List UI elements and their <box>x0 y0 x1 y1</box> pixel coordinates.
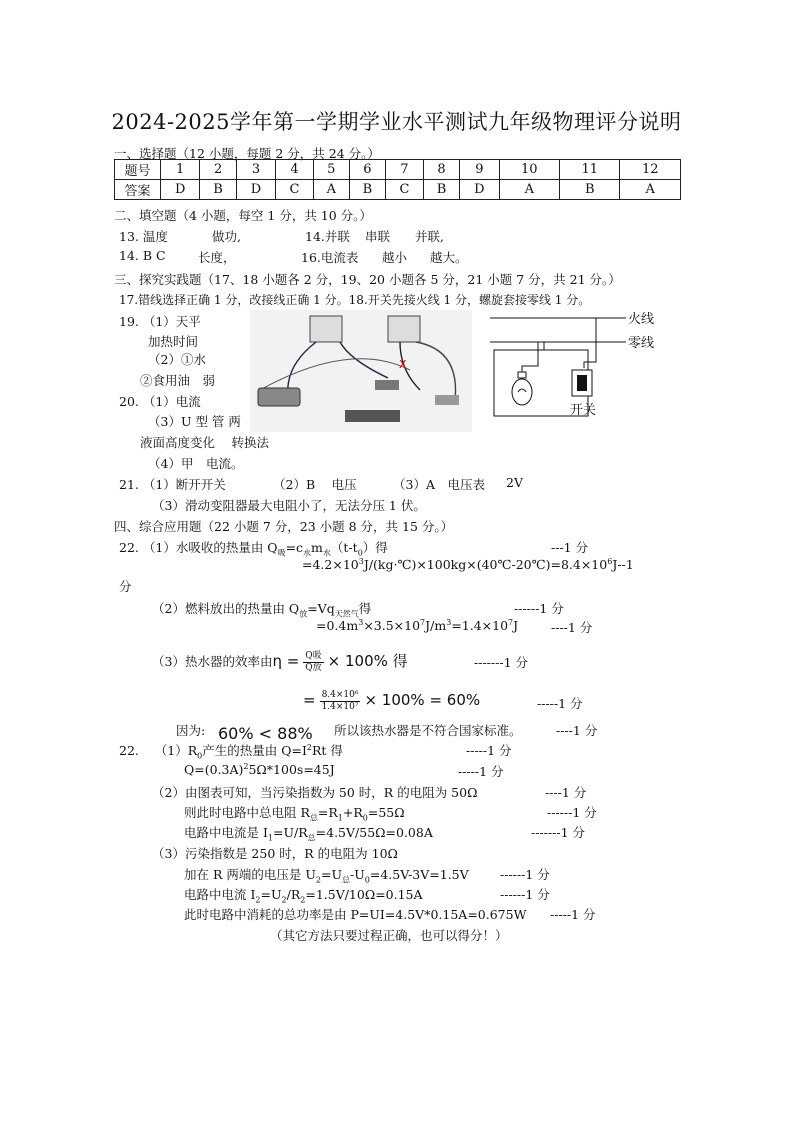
q14-answer-c: 并联, <box>415 229 444 244</box>
q23-2b-score: ------1 分 <box>547 805 597 820</box>
q22-3b-score: -----1 分 <box>537 696 583 711</box>
lamp-wire <box>522 342 538 372</box>
wiring-diagram <box>488 312 668 422</box>
table-cell: 10 <box>499 160 559 180</box>
q21-1: 21. （1）断开开关 <box>119 477 226 492</box>
q23-3a: （3）污染指数是 250 时，R 的电阻为 10Ω <box>152 846 398 861</box>
q14-answer-b: 串联 <box>365 229 391 244</box>
switch-icon <box>435 395 459 405</box>
table-cell: A <box>499 180 559 200</box>
table-cell: 8 <box>423 160 459 180</box>
q23-1a: 22. $(1)R_0$产生的热量由 $Q=I^2Rt$ 得 <box>119 742 343 761</box>
switch-toggle-icon <box>577 375 587 391</box>
q19-2b: ②食用油 弱 <box>140 373 216 388</box>
q23-1a-score: -----1 分 <box>466 743 512 758</box>
q22-3c-math: 60% < 88% <box>218 724 313 743</box>
section3-heading: 三、探究实践题（17、18 小题各 2 分，19、20 小题各 5 分，21 小题 7 分，共 21 分。） <box>114 272 621 287</box>
section2-heading: 二、填空题（4 小题，每空 1 分，共 10 分。） <box>114 208 372 223</box>
section1-heading: 一、选择题（12 小题，每题 2 分，共 24 分。） <box>114 146 380 161</box>
q23-3b-score: ------1 分 <box>500 867 550 882</box>
q13-answer-b: 做功, <box>212 229 241 244</box>
q22-2b-score: ----1 分 <box>551 620 593 635</box>
table-cell: A <box>620 180 681 200</box>
q23-3b: 加在 R 两端的电压是 $U_2=U_总-U_0=4.5V-3V=1.5V$ <box>184 867 469 885</box>
table-cell: D <box>236 180 275 200</box>
voltmeter-icon <box>388 316 420 342</box>
q22-2a: （2）燃料放出的热量由 $Q_放=Vq_{天然气}$得 <box>152 601 372 619</box>
table-cell: D <box>161 180 200 200</box>
q22-2a-score: ------1 分 <box>514 601 564 616</box>
table-cell: B <box>349 180 385 200</box>
q20-4: （4）甲 电流。 <box>148 456 244 471</box>
table-cell: 5 <box>313 160 349 180</box>
table-cell: D <box>460 180 499 200</box>
q23-3c: 电路中电流 $I_2=U_2/R_2=1.5V/10\Omega=0.15A$ <box>184 887 423 905</box>
q23-2a: （2）由图表可知，当污染指数为 50 时，R 的电阻为 50Ω <box>152 785 478 800</box>
switch-wire <box>584 318 596 368</box>
table-row <box>115 180 681 200</box>
q23-2c-score: -------1 分 <box>531 825 585 840</box>
q23-2a-score: ----1 分 <box>545 785 587 800</box>
q15-answer: 14. B C <box>119 248 166 263</box>
q16-answer-b: 越小 <box>382 250 408 265</box>
table-cell: B <box>423 180 459 200</box>
table-cell: C <box>276 180 314 200</box>
table-cell: 答案 <box>115 180 161 200</box>
q22-3a: （3）热水器的效率由η = $\frac{\text{Q吸}}{\text{Q放}} \times 100\%$ 得 <box>152 651 408 673</box>
table-cell: B <box>200 180 236 200</box>
efficiency-fraction: $\frac{\text{Q吸}}{\text{Q放}}$ <box>305 651 322 673</box>
section4-heading: 四、综合应用题（22 小题 7 分，23 小题 8 分，共 15 分。） <box>114 519 454 534</box>
table-row <box>115 160 681 180</box>
q21-3b: 2V <box>506 475 523 490</box>
q23-1b-score: -----1 分 <box>458 764 504 779</box>
q23-3c-score: ------1 分 <box>500 887 550 902</box>
q22-1b-wrap: 分 <box>119 579 132 594</box>
bulb-icon <box>512 379 532 405</box>
q23-2b: 则此时电路中总电阻 $R_总=R_1+R_0=55\Omega$ <box>184 805 405 823</box>
q23-3d-score: -----1 分 <box>550 907 596 922</box>
table-cell: 4 <box>276 160 314 180</box>
q16-answer-c: 越大。 <box>430 250 468 265</box>
table-cell: B <box>560 180 620 200</box>
q22-3c-score: ----1 分 <box>556 723 598 738</box>
q15-answer-b: 长度， <box>198 250 236 265</box>
q19-1b: 加热时间 <box>148 334 199 349</box>
table-cell: 12 <box>620 160 681 180</box>
rheostat-icon <box>258 388 300 406</box>
efficiency-value-fraction: $\frac{\text{8.4×10⁶}}{\text{1.4×10⁷}}$ <box>321 690 359 712</box>
q23-3d: 此时电路中消耗的总功率是由 P=UI=4.5V*0.15A=0.675W <box>184 907 527 922</box>
q23-2c: 电路中电流是 $I_1=U/R_总=4.5V/55\Omega=0.08A$ <box>184 825 433 843</box>
resistor-icon <box>375 380 399 390</box>
q13-answer: 13. 温度 <box>119 229 168 244</box>
scoring-note: （其它方法只要过程正确，也可以得分！） <box>270 928 508 943</box>
table-cell: 7 <box>386 160 424 180</box>
error-mark: X <box>399 358 407 371</box>
q20-3b: 液面高度变化 转换法 <box>140 435 269 450</box>
q22-2b: $=0.4m^3\times 3.5\times 10^7J/m^3=1.4\times 10^7J$ <box>316 618 519 634</box>
table-cell: 6 <box>349 160 385 180</box>
q22-3b: = $\frac{\text{8.4×10⁶}}{\text{1.4×10⁷}} \times 100\% = 60\%$ <box>303 690 481 712</box>
q19-1: 19. （1）天平 <box>119 314 201 329</box>
table-cell: 9 <box>460 160 499 180</box>
fire-wire-label: 火线 <box>628 312 655 327</box>
zero-wire-label: 零线 <box>628 336 655 351</box>
table-cell: 3 <box>236 160 275 180</box>
table-cell: 11 <box>560 160 620 180</box>
q17-18-answer: 17.错线选择正确 1 分，改接线正确 1 分。18.开关先接火线 1 分，螺旋套接零线 1 分。 <box>119 293 591 307</box>
table-cell: 题号 <box>115 160 161 180</box>
table-cell: C <box>386 180 424 200</box>
table-cell: A <box>313 180 349 200</box>
q22-1a: 22. （1）水吸收的热量由 $Q_吸=c_水m_水(t-t_0)$得 <box>119 540 388 558</box>
q20-1: 20. （1）电流 <box>119 394 201 409</box>
table-cell: 1 <box>161 160 200 180</box>
q22-3c-end: 所以该热水器是不符合国家标准。 <box>334 723 522 738</box>
switch-label: 开关 <box>570 403 597 418</box>
table-cell: 2 <box>200 160 236 180</box>
q22-1a-score: ---1 分 <box>551 540 589 555</box>
q23-1b: $Q=(0.3A)^25\Omega*100s=45J$ <box>184 762 335 778</box>
page-title: 2024-2025学年第一学期学业水平测试九年级物理评分说明 <box>111 110 682 134</box>
q19-2: （2）①水 <box>148 352 206 367</box>
q21-3: （3）A 电压表 <box>393 477 485 492</box>
q22-3a-score: -------1 分 <box>474 655 528 670</box>
battery-icon <box>345 410 400 422</box>
q20-3: （3）U 型 管 两 <box>148 414 241 429</box>
q16-answer: 16.电流表 <box>301 250 359 265</box>
q21-4: （3）滑动变阻器最大电阻小了，无法分压 1 伏。 <box>152 498 426 513</box>
circuit-diagram <box>250 310 472 432</box>
q14-answer: 14.并联 <box>305 229 350 244</box>
answer-table <box>114 159 681 200</box>
q22-3c: 因为: <box>176 723 206 738</box>
q22-1b: $=4.2\times 10^3J/(kg\cdot℃)\times 100kg\times(40℃-20℃)=8.4\times 10^6J--1$ <box>302 557 634 573</box>
q21-2: （2）B 电压 <box>273 477 357 492</box>
ammeter-icon <box>310 316 342 342</box>
